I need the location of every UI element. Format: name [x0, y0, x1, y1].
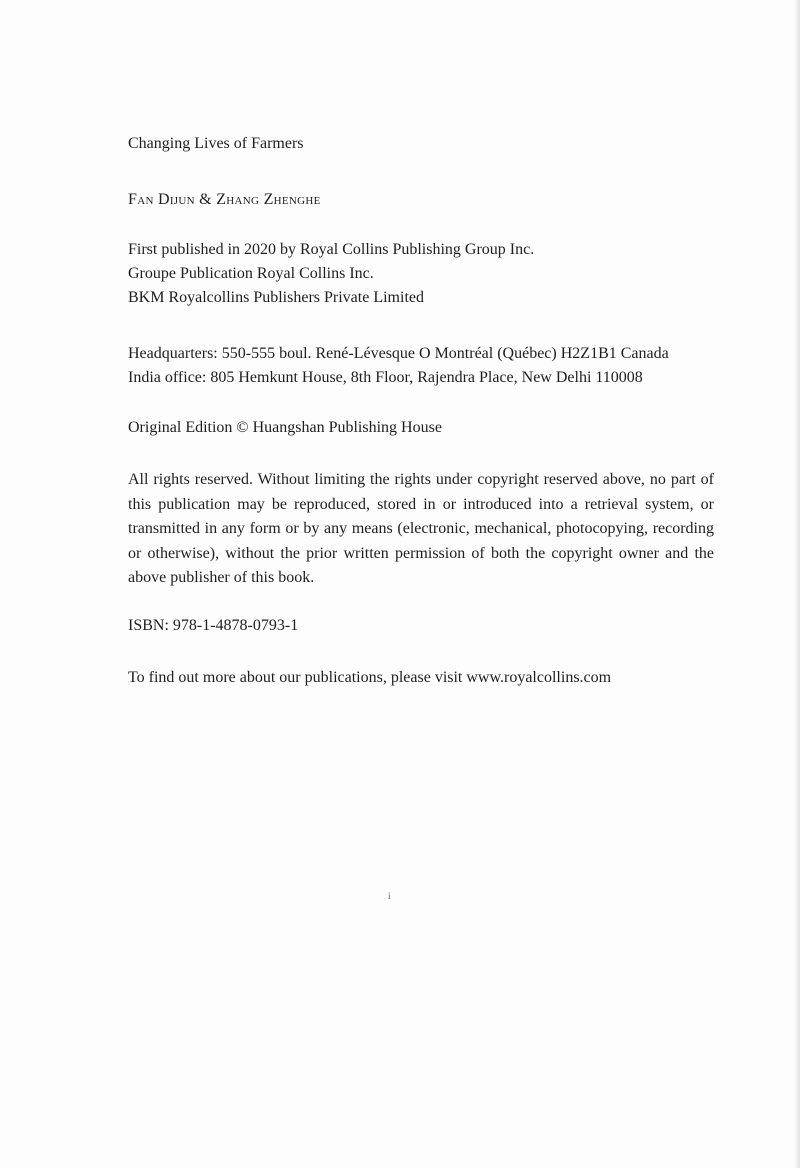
office-addresses — [128, 342, 669, 390]
publisher-line-1: First published in 2020 by Royal Collins Publishing Group Inc. — [128, 241, 535, 258]
rights-statement: All rights reserved. Without limiting the rights under copyright reserved above, no part of this publication may be reproduced, stored in or introduced into a retrieval system, or transmitted in any form or by any means (electronic, mechanical, photocopying, recording or otherwise), without the prior written permission of both the copyright owner and the above publisher of this book. — [128, 471, 714, 586]
publisher-line-3: BKM Royalcollins Publishers Private Limited — [128, 289, 424, 306]
book-authors: Fan Dijun & Zhang Zhenghe — [128, 191, 321, 208]
india-office-address: India office: 805 Hemkunt House, 8th Floor, Rajendra Place, New Delhi 110008 — [128, 369, 643, 386]
book-title: Changing Lives of Farmers — [128, 135, 304, 152]
page-edge-shadow — [794, 0, 800, 1168]
page-number: i — [388, 891, 391, 901]
headquarters-address: Headquarters: 550-555 boul. René-Lévesque O Montréal (Québec) H2Z1B1 Canada — [128, 345, 669, 362]
publisher-line-2: Groupe Publication Royal Collins Inc. — [128, 265, 374, 282]
publisher-list — [128, 238, 534, 310]
original-edition: Original Edition © Huangshan Publishing House — [128, 419, 442, 436]
more-info: To find out more about our publications, please visit www.royalcollins.com — [128, 669, 612, 686]
isbn: ISBN: 978-1-4878-0793-1 — [128, 617, 299, 634]
